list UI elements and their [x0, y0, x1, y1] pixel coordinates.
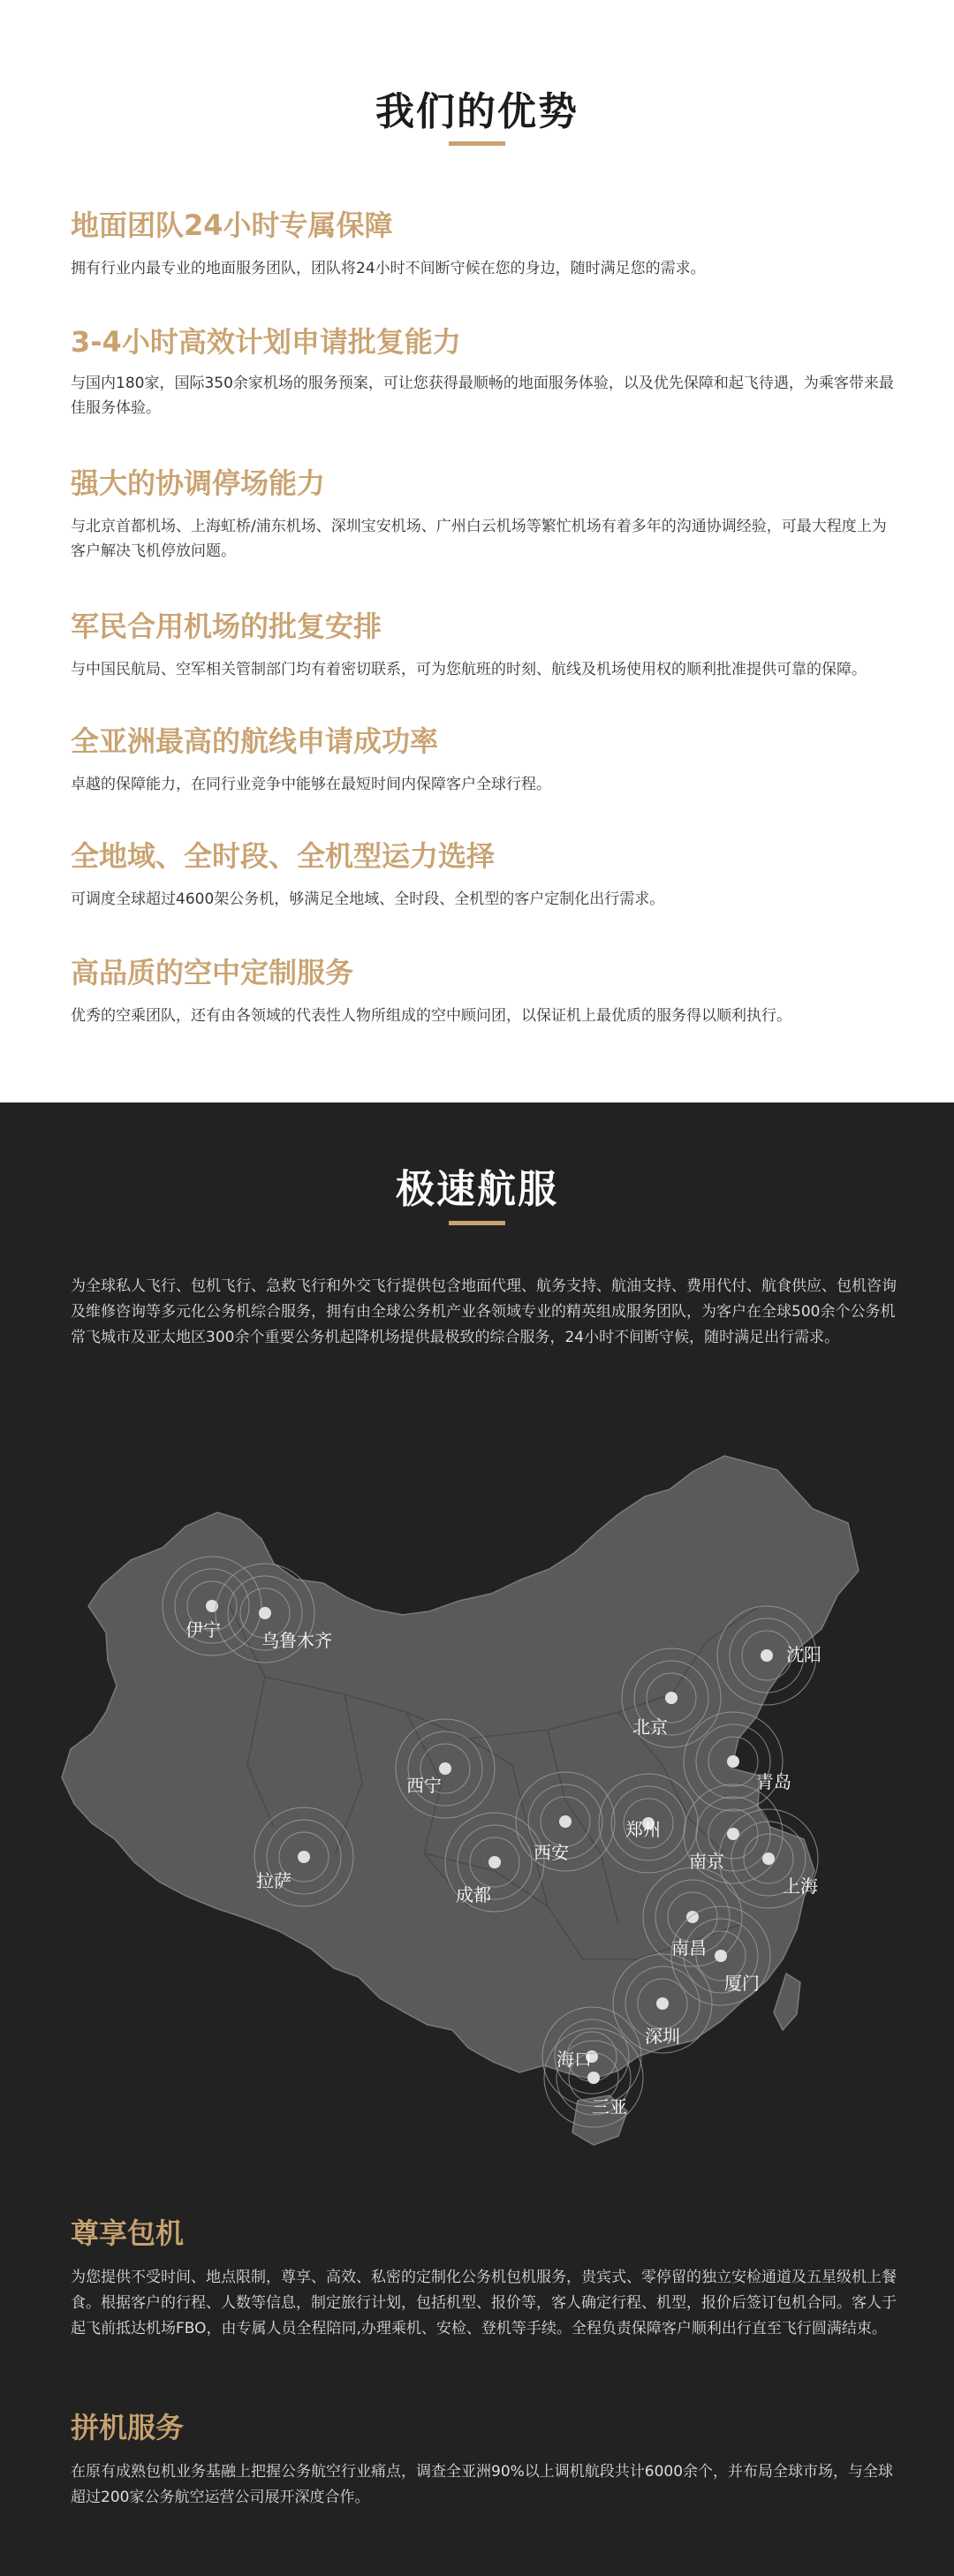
city-dot: [559, 1815, 572, 1828]
advantage-heading: 3-4小时高效计划申请批复能力: [71, 325, 461, 359]
city-label: 拉萨: [256, 1870, 292, 1891]
service-heading: 尊享包机: [71, 2216, 185, 2250]
advantage-heading: 高品质的空中定制服务: [71, 956, 354, 989]
city-label: 南昌: [671, 1937, 707, 1959]
title-underline: [449, 1221, 505, 1225]
advantage-heading: 军民合用机场的批复安排: [71, 610, 382, 643]
city-dot: [298, 1851, 310, 1863]
advantage-text: 与北京首都机场、上海虹桥/浦东机场、深圳宝安机场、广州白云机场等繁忙机场有着多年的沟通协调经验，可最大程度上为客户解决飞机停放问题。: [71, 518, 887, 560]
advantage-heading: 全地域、全时段、全机型运力选择: [71, 839, 496, 873]
city-dot: [587, 2072, 600, 2084]
advantage-text: 可调度全球超过4600架公务机，够满足全地域、全时段、全机型的客户定制化出行需求。: [71, 890, 665, 908]
advantages-title: 我们的优势: [375, 89, 579, 134]
service-text: 在原有成熟包机业务基融上把握公务航空行业痛点，调查全亚洲90%以上调机航段共计6000余个，并布局全球市场，与全球超过200家公务航空运营公司展开深度合作。: [71, 2463, 894, 2506]
city-dot: [762, 1852, 775, 1865]
city-label: 上海: [783, 1875, 818, 1897]
city-label: 海口: [556, 2049, 592, 2070]
title-underline: [449, 141, 505, 146]
city-label: 青岛: [756, 1771, 791, 1792]
city-label: 三亚: [592, 2096, 627, 2118]
city-label: 沈阳: [786, 1644, 822, 1665]
city-dot: [488, 1856, 501, 1868]
city-dot: [727, 1755, 739, 1768]
city-label: 西宁: [406, 1775, 442, 1796]
city-dot: [656, 1997, 669, 2010]
city-label: 成都: [456, 1884, 491, 1905]
advantages-section: [0, 0, 954, 1102]
city-dot: [665, 1692, 678, 1704]
advantage-text: 与国内180家，国际350余家机场的服务预案，可让您获得最顺畅的地面服务体验，以及优先保障和起飞待遇，为乘客带来最佳服务体验。: [71, 375, 894, 417]
city-dot: [439, 1762, 451, 1775]
fast-service-section: [0, 1102, 954, 2576]
service-heading: 拼机服务: [71, 2411, 185, 2444]
city-label: 伊宁: [186, 1619, 221, 1640]
city-dot: [259, 1607, 271, 1619]
city-label: 厦门: [724, 1973, 760, 1994]
china-map: [53, 1447, 901, 2163]
city-label: 北京: [632, 1716, 668, 1738]
china-map-graphic: [53, 1447, 901, 2163]
taiwan-island-shape: [774, 1974, 800, 2030]
city-dot: [761, 1649, 773, 1662]
fast-service-intro: 为全球私人飞行、包机飞行、急救飞行和外交飞行提供包含地面代理、航务支持、航油支持、费用代付、航食供应、包机咨询及维修咨询等多元化公务机综合服务，拥有由全球公务机产业各领域专业的精英组成服务团队，为客户在全球500余个公务机常飞城市及亚太地区300余个重要公务机起降机场提供最极致的综合服务，24小时不间断守候，随时满足出行需求。: [71, 1277, 897, 1346]
advantage-heading: 全亚洲最高的航线申请成功率: [71, 724, 439, 758]
advantage-heading: 强大的协调停场能力: [71, 466, 326, 500]
advantage-text: 优秀的空乘团队，还有由各领域的代表性人物所组成的空中顾问团，以保证机上最优质的服务得以顺利执行。: [71, 1007, 791, 1025]
city-label: 南京: [689, 1851, 724, 1872]
advantage-text: 与中国民航局、空军相关管制部门均有着密切联系，可为您航班的时刻、航线及机场使用权的顺利批准提供可靠的保障。: [71, 661, 867, 678]
advantage-text: 拥有行业内最专业的地面服务团队，团队将24小时不间断守候在您的身边，随时满足您的需求。: [71, 260, 706, 277]
city-label: 深圳: [645, 2026, 680, 2047]
city-label: 郑州: [625, 1819, 661, 1840]
advantage-text: 卓越的保障能力，在同行业竞争中能够在最短时间内保障客户全球行程。: [71, 776, 551, 793]
city-label: 西安: [534, 1842, 569, 1863]
service-text: 为您提供不受时间、地点限制，尊享、高效、私密的定制化公务机包机服务，贵宾式、零停留的独立安检通道及五星级机上餐食。根据客户的行程、人数等信息，制定旅行计划，包括机型、报价等，客人确定行程、机型，报价后签订包机合同。客人于起飞前抵达机场FBO，由专属人员全程陪同,办理乘机、安检、登机等手续。全程负责保障客户顺利出行直至飞行圆满结束。: [71, 2269, 897, 2337]
fast-service-title: 极速航服: [396, 1167, 558, 1212]
advantage-heading: 地面团队24小时专属保障: [71, 208, 393, 242]
city-dot: [715, 1950, 727, 1962]
city-label: 乌鲁木齐: [261, 1630, 332, 1651]
